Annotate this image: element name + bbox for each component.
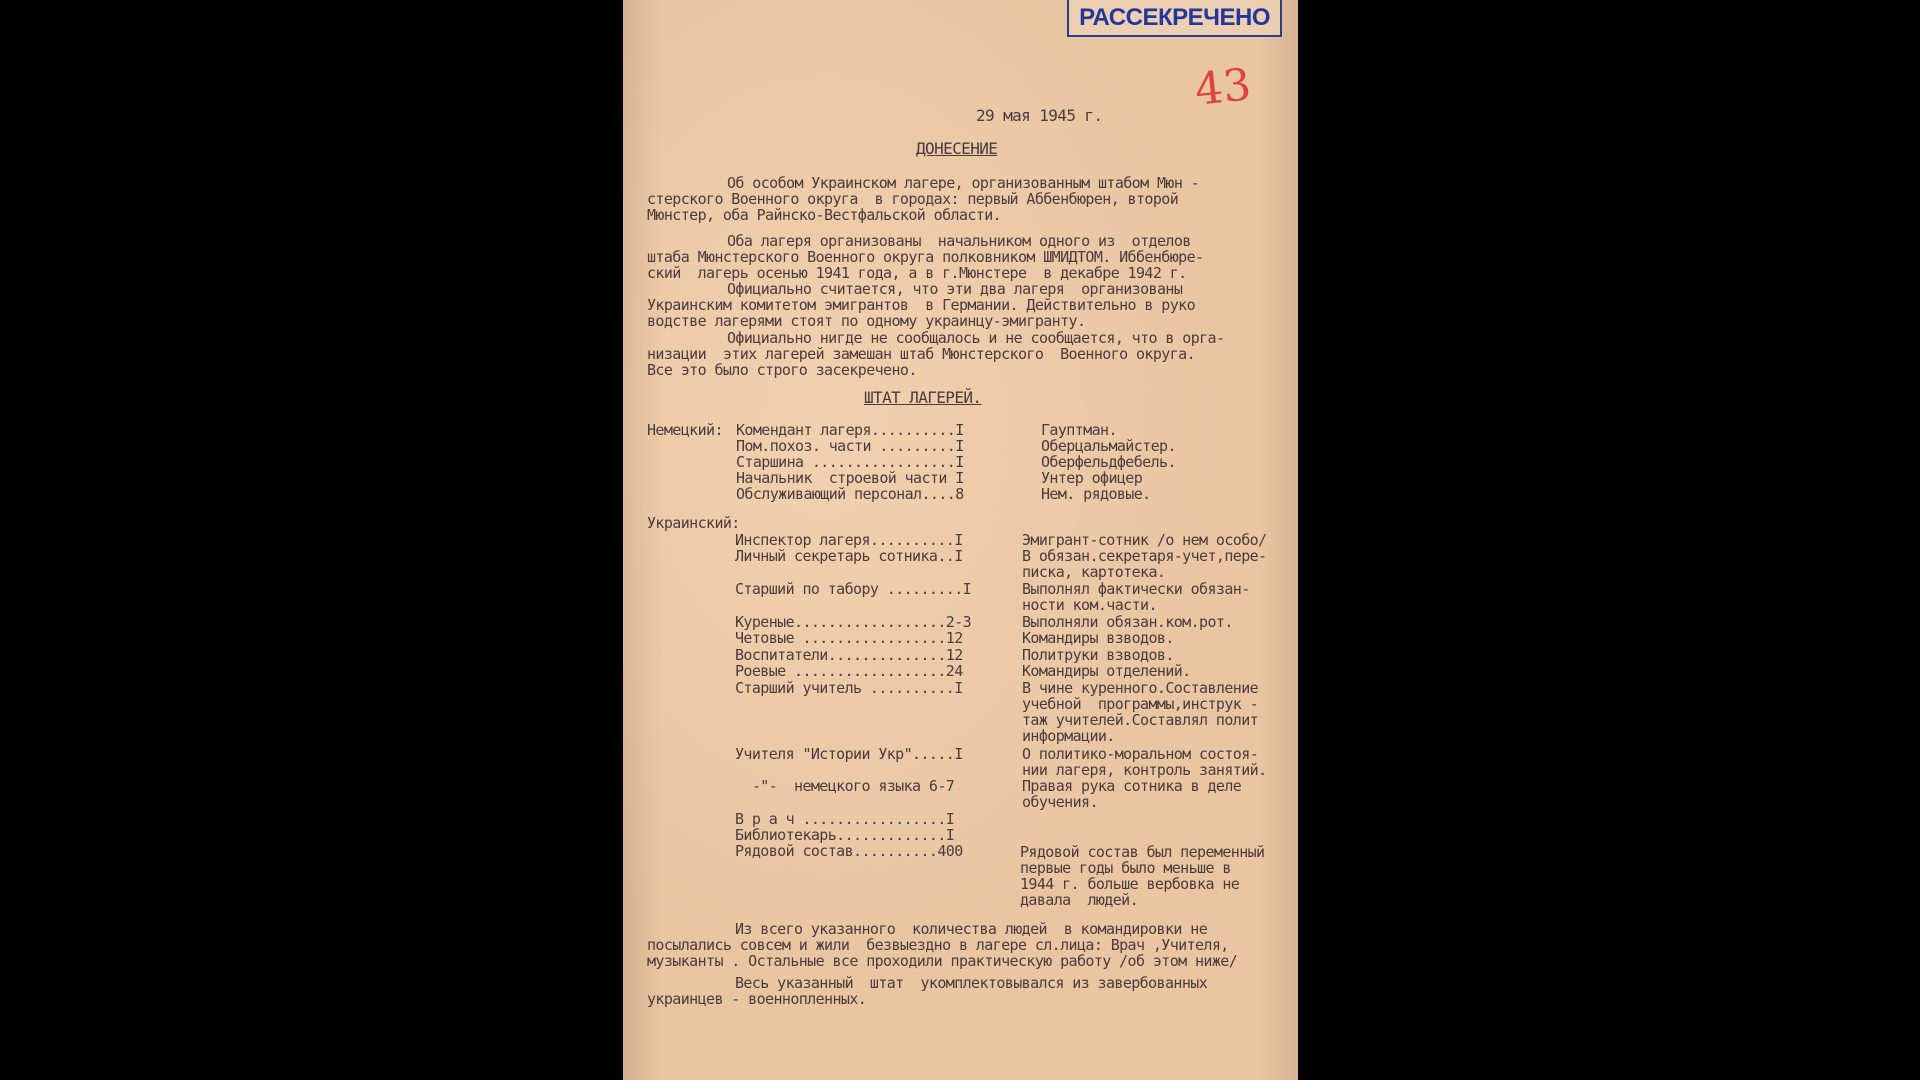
german-staff-rank: Оберцальмайстер.	[1041, 437, 1176, 455]
ukrainian-staff-note: Командиры взводов.	[1022, 629, 1174, 647]
paragraph-line: штаба Мюнстерского Военного округа полковником ШМИДТОМ. Иббенбюре-	[647, 248, 1204, 266]
paragraph-line: Официально считается, что эти два лагеря организованы	[727, 280, 1183, 298]
ukrainian-staff-note: давала людей.	[1020, 891, 1139, 909]
german-staff-role: Пом.похоз. части .........I	[736, 437, 964, 455]
german-staff-rank: Нем. рядовые.	[1041, 485, 1151, 503]
ukrainian-staff-note: учебной программы,инструк -	[1022, 695, 1259, 713]
ukrainian-staff-role: Инспектор лагеря..........I	[735, 531, 963, 549]
intro-line: Об особом Украинском лагере, организованным штабом Мюн -	[727, 174, 1200, 192]
closing-line: Весь указанный штат укомплектовывался из завербованных	[735, 974, 1208, 992]
intro-line: Мюнстер, оба Райнско-Вестфальской области.	[647, 206, 1002, 224]
ukrainian-staff-note: нии лагеря, контроль занятий.	[1022, 761, 1267, 779]
ukrainian-staff-label: Украинский:	[647, 514, 740, 532]
ukrainian-staff-role: В р а ч .................I	[735, 810, 955, 828]
staff-heading: ШТАТ ЛАГЕРЕЙ.	[864, 388, 982, 407]
ukrainian-staff-role: Воспитатели..............12	[735, 646, 963, 664]
german-staff-role: Начальник строевой части I	[736, 469, 964, 487]
ukrainian-staff-note: Командиры отделений.	[1022, 662, 1191, 680]
german-staff-rank: Оберфельдфебель.	[1041, 453, 1176, 471]
ukrainian-staff-note: Эмигрант-сотник /о нем особо/	[1022, 531, 1267, 549]
closing-line: музыканты . Остальные все проходили практическую работу /об этом ниже/	[647, 952, 1238, 970]
closing-line: Из всего указанного количества людей в командировки не	[735, 920, 1208, 938]
ukrainian-staff-role: Старший по табору .........I	[735, 580, 972, 598]
ukrainian-staff-note: Политруки взводов.	[1022, 646, 1174, 664]
ukrainian-staff-note: В чине куренного.Составление	[1022, 679, 1259, 697]
ukrainian-staff-note: 1944 г. больше вербовка не	[1020, 875, 1240, 893]
document-page	[623, 0, 1298, 1080]
ukrainian-staff-note: таж учителей.Составлял полит	[1022, 711, 1259, 729]
document-date: 29 мая 1945 г.	[976, 106, 1103, 125]
ukrainian-staff-role: Куреные..................2-3	[735, 613, 972, 631]
ukrainian-staff-role: Четовые .................12	[735, 629, 963, 647]
ukrainian-staff-role: Личный секретарь сотника..I	[735, 547, 963, 565]
ukrainian-staff-note: первые годы было меньше в	[1020, 859, 1231, 877]
paragraph-line: Официально нигде не сообщалось и не сообщается, что в орга-	[727, 329, 1225, 347]
ukrainian-staff-note: ности ком.части.	[1022, 596, 1157, 614]
declassified-stamp: РАССЕКРЕЧЕНО	[1067, 0, 1282, 37]
ukrainian-staff-note: В обязан.секретаря-учет,пере-	[1022, 547, 1267, 565]
paragraph-line: Оба лагеря организованы начальником одного из отделов	[727, 232, 1191, 250]
german-staff-rank: Унтер офицер	[1041, 469, 1143, 487]
ukrainian-staff-note: обучения.	[1022, 793, 1098, 811]
ukrainian-staff-role: Библиотекарь.............I	[735, 826, 955, 844]
ukrainian-staff-note: О политико-моральном состоя-	[1022, 745, 1259, 763]
ukrainian-staff-note: Выполняли обязан.ком.рот.	[1022, 613, 1233, 631]
ukrainian-staff-role: Рядовой состав..........400	[735, 842, 963, 860]
closing-line: украинцев - военнопленных.	[647, 990, 867, 1008]
intro-line: стерского Военного округа в городах: первый Аббенбюрен, второй	[647, 190, 1179, 208]
ukrainian-staff-note: Выполнял фактически обязан-	[1022, 580, 1250, 598]
ukrainian-staff-role: Старший учитель ..........I	[735, 679, 963, 697]
closing-line: посылались совсем и жили безвыездно в лагере сл.лица: Врач ,Учителя,	[647, 936, 1229, 954]
paragraph-line: низации этих лагерей замешан штаб Мюнстерского Военного округа.	[647, 345, 1196, 363]
german-staff-label: Немецкий:	[647, 421, 723, 439]
paragraph-line: Все это было строго засекречено.	[647, 361, 917, 379]
ukrainian-staff-note: Правая рука сотника в деле	[1022, 777, 1242, 795]
ukrainian-staff-role: Учителя "Истории Укр".....I	[735, 745, 963, 763]
paragraph-line: водстве лагерями стоят по одному украинцу-эмигранту.	[647, 312, 1086, 330]
german-staff-role: Комендант лагеря..........I	[736, 421, 964, 439]
paragraph-line: Украинским комитетом эмигрантов в Германии. Действительно в руко	[647, 296, 1196, 314]
document-heading: ДОНЕСЕНИЕ	[916, 139, 998, 158]
german-staff-role: Обслуживающий персонал....8	[736, 485, 964, 503]
ukrainian-staff-note: информации.	[1022, 727, 1115, 745]
ukrainian-staff-role: -"- немецкого языка 6-7	[735, 777, 955, 795]
german-staff-rank: Гауптман.	[1041, 421, 1117, 439]
german-staff-role: Старшина .................I	[736, 453, 964, 471]
ukrainian-staff-role: Роевые ..................24	[735, 662, 963, 680]
paragraph-line: ский лагерь осенью 1941 года, а в г.Мюнстере в декабре 1942 г.	[647, 264, 1187, 282]
ukrainian-staff-note: Рядовой состав был переменный	[1020, 843, 1265, 861]
sheet-number: 43	[1192, 59, 1254, 116]
ukrainian-staff-note: писка, картотека.	[1022, 563, 1166, 581]
